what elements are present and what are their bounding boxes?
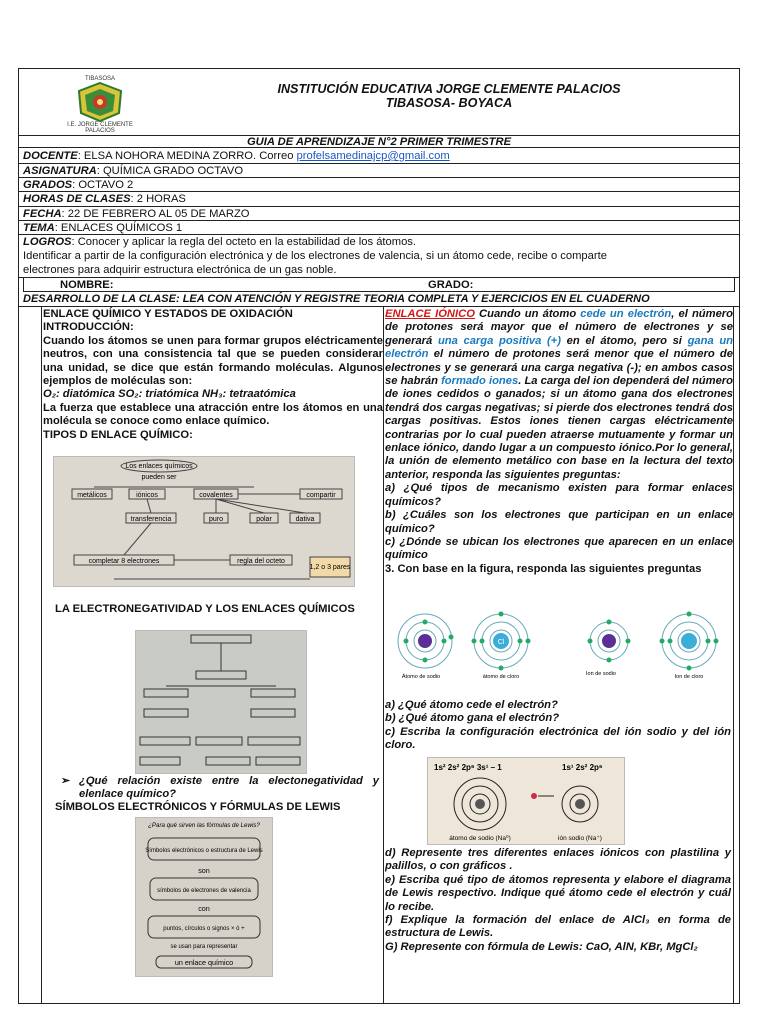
force-text: La fuerza que establece una atracción entre los átomos en una molécula se conoce como enlace químico.: [43, 401, 383, 428]
arrow-bullet-icon: ➢: [61, 775, 71, 787]
svg-text:PALACIOS: PALACIOS: [85, 128, 115, 133]
question-rc: c) Escriba la configuración electrónica del ión sodio y del ión cloro.: [385, 725, 731, 752]
institution-title: [199, 82, 699, 110]
horas-row: [19, 192, 739, 207]
p1-d: una carga positiva (+): [437, 334, 561, 347]
left-column: [43, 307, 383, 1003]
docente-label: DOCENTE: [23, 150, 78, 162]
asignatura-value: : QUÍMICA GRADO OCTAVO: [96, 165, 244, 177]
fecha-value: : 22 DE FEBRERO AL 05 DE MARZO: [61, 208, 250, 220]
grados-value: : OCTAVO 2: [72, 179, 134, 191]
fecha-row: [19, 207, 739, 221]
question-c: c) ¿Dónde se ubican los electrones que aparecen en un enlace químico: [385, 535, 733, 562]
fig2-config-left: 1s² 2s² 2p⁶ 3s¹ – 1: [434, 763, 502, 772]
divider-right: [733, 307, 734, 1003]
nombre-row: [23, 278, 735, 292]
school-logo: [59, 73, 141, 133]
question-re: e) Escriba qué tipo de átomos representa y elabore el diagrama de Lewis respectivo. Indique qué átomo cede el electrón y cuál lo recibe.: [385, 873, 731, 913]
guide-title: GUIA DE APRENDIZAJE N°2 PRIMER TRIMESTRE: [19, 135, 739, 148]
svg-text:I.E. JORGE CLEMENTE: I.E. JORGE CLEMENTE: [67, 122, 133, 128]
label-chlorine-atom: átomo de cloro: [482, 674, 520, 680]
p1-h: formado iones: [441, 375, 519, 388]
atoms-figure: [391, 611, 731, 681]
email-link[interactable]: profelsamedinajcp@gmail.com: [296, 150, 450, 162]
electronegativity-title: LA ELECTRONEGATIVIDAD Y LOS ENLACES QUÍMICOS: [55, 603, 355, 615]
map3-a: ¿Para qué sirven las fórmulas de Lewis?: [148, 822, 260, 829]
docente-value: : ELSA NOHORA MEDINA ZORRO. Correo: [77, 150, 297, 162]
divider-left: [41, 307, 42, 1003]
logros-line-3: electrones para adquirir estructura electrónica de un gas noble.: [23, 264, 337, 276]
map1-dativa: dativa: [295, 516, 315, 523]
institution-name: INSTITUCIÓN EDUCATIVA JORGE CLEMENTE PALACIOS: [277, 82, 621, 96]
tipos-title: TIPOS D ENLACE QUÍMICO:: [43, 428, 193, 441]
label-sodium-ion: Ion de sodio: [586, 671, 616, 677]
fig2-caption-1: átomo de sodio (Na⁰): [449, 835, 511, 842]
svg-text:Cl: Cl: [497, 639, 505, 646]
lewis-title: SÍMBOLOS ELECTRÓNICOS Y FÓRMULAS DE LEWIS: [55, 801, 341, 813]
p1-g: el número de protones será menor que el número de electrones y se generará una carga negativa (-); en ambos casos se habrán: [385, 348, 733, 388]
p1-c: , el número de protones será mayor que el número de electrones y se generará: [385, 308, 733, 347]
header: [19, 69, 739, 136]
lewis-concept-map: [135, 817, 273, 977]
logros-line-2: Identificar a partir de la configuración electrónica y de los electrones de valencia, si un átomo cede, recibe o comparte: [23, 250, 607, 262]
asignatura-row: [19, 164, 739, 178]
map1-pares: 1,2 o 3 pares: [309, 564, 351, 571]
tema-label: TEMA: [23, 222, 55, 234]
question-rf: f) Explique la formación del enlace de AlCl₃ en forma de estructura de Lewis.: [385, 914, 731, 940]
left-title-2: INTRODUCCIÓN:: [43, 321, 134, 334]
nombre-label: NOMBRE:: [60, 279, 114, 291]
p1-a: Cuando un átomo: [474, 308, 581, 320]
question-rd: d) Represente tres diferentes enlaces iónicos con plastilina y palillos, o con gráficos .: [385, 847, 731, 873]
grados-label: GRADOS: [23, 179, 73, 191]
electronegativity-concept-map: [135, 630, 307, 774]
institution-location: TIBASOSA- BOYACA: [385, 96, 513, 110]
map1-puro: puro: [208, 516, 224, 523]
tema-value: : ENLACES QUÍMICOS 1: [54, 222, 183, 234]
map1-compartir: compartir: [306, 492, 336, 499]
horas-value: : 2 HORAS: [130, 193, 186, 205]
fig2-caption-2: ión sodio (Na⁺): [558, 835, 602, 842]
p1-b: cede un electrón: [580, 308, 672, 320]
ionic-bond-paragraph: [385, 307, 733, 482]
question-rg: G) Represente con fórmula de Lewis: CaO, AlN, KBr, MgCl₂: [385, 940, 698, 953]
grados-row: [19, 178, 739, 192]
ionic-bond-label: ENLACE IÓNICO: [385, 308, 475, 320]
p1-f: gana un electrón: [385, 334, 733, 361]
tema-row: [19, 221, 739, 235]
horas-label: HORAS DE CLASES: [23, 193, 131, 205]
fecha-label: FECHA: [23, 208, 62, 220]
chlorine-atom-icon: [472, 612, 531, 671]
map3-c: son: [198, 866, 210, 875]
map3-d: símbolos de electrones de valencia: [157, 888, 251, 894]
question-rb: b) ¿Qué átomo gana el electrón?: [385, 712, 560, 725]
question-text: ¿Qué relación existe entre la electonegatividad y elenlace químico?: [79, 775, 379, 801]
desarrollo-row: DESARROLLO DE LA CLASE: LEA CON ATENCIÓN Y REGISTRE TEORIA COMPLETA Y EJERCICIOS EN EL CUADERNO: [19, 292, 739, 307]
label-sodium-atom: Átomo de sodio: [401, 674, 441, 680]
map1-transferencia: transferencia: [130, 516, 172, 523]
molecule-examples: O₂: diatómica SO₂: triatómica NH₃: tetraatómica: [43, 388, 296, 401]
map3-b: Símbolos electrónicos o estructura de Lewis: [145, 848, 263, 854]
question-3: 3. Con base en la figura, responda las siguientes preguntas: [385, 562, 702, 575]
map1-sub: pueden ser: [141, 474, 177, 481]
map3-e: con: [198, 904, 210, 913]
map3-f: puntos, círculos o signos × ó +: [163, 926, 245, 932]
question-ra: a) ¿Qué átomo cede el electrón?: [385, 699, 558, 711]
map1-ionicos: iónicos: [136, 492, 158, 499]
bond-types-concept-map: [53, 456, 355, 587]
map3-h: un enlace químico: [174, 958, 234, 967]
sodium-ionization-figure: [427, 757, 625, 845]
logros-label: LOGROS: [23, 236, 72, 248]
question-b: b) ¿Cuáles son los electrones que participan en un enlace químico?: [385, 509, 733, 535]
docente-row: [19, 149, 739, 164]
logros-row: [19, 235, 739, 278]
label-chloride-ion: Ion de cloro: [674, 674, 704, 680]
guide-page: [18, 68, 740, 1004]
question-a: a) ¿Qué tipos de mecanismo existen para formar enlaces químicos?: [385, 482, 733, 508]
p1-e: en el átomo, pero si: [560, 334, 688, 347]
intro-text: Cuando los átomos se unen para formar grupos eléctricamente neutros, con una consistencia tal que se pueden considerar una unidad, se dice que están formando moléculas. Algunos ejemplos de moléculas son:: [43, 334, 383, 388]
p1-i: . La carga del ion dependerá del número de iones cedidos o ganados; si un átomo gana dos electrones tendrá dos cargas negativas; si pierde dos electrones tendrá dos cargas positivas. Estos iones tienen cargas eléctricamente contrarias por lo cual pueden atraerse mutuamente y formar un enlace iónico, dando lugar a un compuesto iónico.Por lo general, la unión de elemento metálico con base en la lectura del texto anterior, responda las siguientes preguntas:: [385, 375, 733, 481]
map1-top: Los enlaces químicos: [125, 463, 193, 470]
map1-covalentes: covalentes: [199, 492, 233, 499]
logo-top-text: TIBASOSA: [84, 76, 116, 82]
map1-completar: completar 8 electrones: [88, 558, 160, 565]
divider-middle: [383, 307, 384, 1003]
asignatura-label: ASIGNATURA: [23, 165, 97, 177]
map1-octeto: regla del octeto: [237, 558, 285, 565]
sodium-ion-icon: [588, 620, 631, 663]
chloride-ion-icon: [660, 612, 719, 671]
sodium-atom-icon: [398, 614, 454, 668]
logros-value: : Conocer y aplicar la regla del octeto en la estabilidad de los átomos.: [71, 236, 417, 248]
map1-polar: polar: [256, 516, 272, 523]
electronegativity-question: [61, 775, 379, 802]
fig2-config-right: 1s¹ 2s² 2p⁶: [562, 763, 603, 772]
grado-label: GRADO:: [428, 279, 474, 291]
map3-g: se usan para representar: [170, 944, 238, 950]
map1-metalicos: metálicos: [77, 492, 107, 499]
right-column: [385, 307, 733, 1003]
left-title-1: ENLACE QUÍMICO Y ESTADOS DE OXIDACIÓN: [43, 308, 293, 320]
